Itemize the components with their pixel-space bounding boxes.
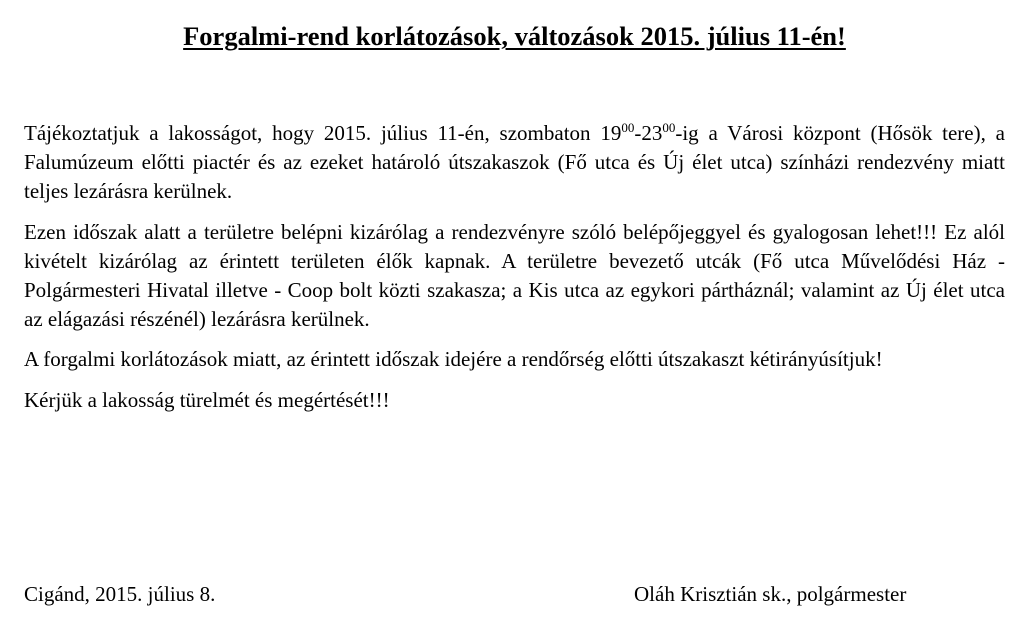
place-and-date: Cigánd, 2015. július 8. — [24, 582, 216, 606]
document-title: Forgalmi-rend korlátozások, változások 2015. július 11-én! — [183, 21, 846, 51]
paragraph-access-rules: Ezen időszak alatt a területre belépni kizárólag a rendezvényre szóló belépőjeggyel és gyalogosan lehet!!! Ez alól kivételt kizárólag az érintett területen élők kapnak. A területre bevezető utcák (Fő utca Művelődési Ház - Polgármesteri Hivatal illetve - Coop bolt közti szakasza; a Kis utca az egykori pártháznál; valamint az Új élet utca az elágazási részénél) lezárásra kerülnek. — [24, 219, 1005, 331]
paragraph-traffic-change: A forgalmi korlátozások miatt, az érintett időszak idejére a rendőrség előtti útszakaszt kétirányúsítjuk! — [24, 347, 883, 371]
time-separator: -23 — [634, 121, 663, 145]
announcement-rest: -ig a Városi központ (Hősök tere), a Falumúzeum előtti piactér és az ezeket határoló útszakaszok (Fő utca és Új élet utca) színházi rendezvény miatt teljes lezárásra kerülnek. — [24, 121, 1005, 203]
document-body — [24, 119, 1005, 426]
paragraph-announcement — [24, 119, 1005, 206]
end-time-minutes: 00 — [662, 120, 676, 135]
document-page — [24, 0, 1005, 631]
start-time-minutes: 00 — [621, 120, 635, 135]
announcement-intro: Tájékoztatjuk a lakosságot, hogy 2015. július 11-én, szombaton 19 — [24, 121, 622, 145]
signature: Oláh Krisztián sk., polgármester — [634, 582, 907, 606]
paragraph-closing-request: Kérjük a lakosság türelmét és megértését!!! — [24, 387, 390, 412]
